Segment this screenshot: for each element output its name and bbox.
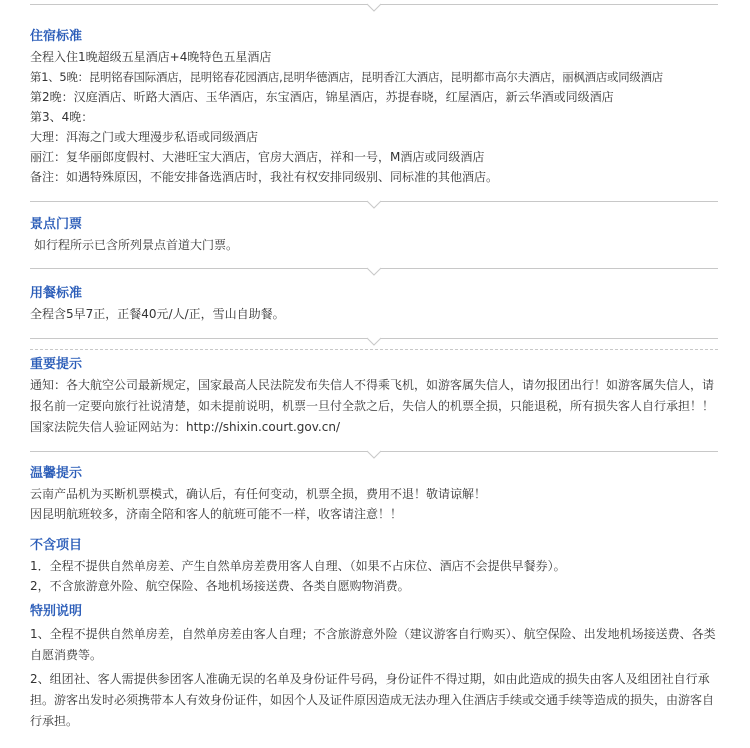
accommodation-line: 大理：洱海之门或大理漫步私语或同级酒店 xyxy=(30,130,259,144)
tickets-text: 如行程所示已含所列景点首道大门票。 xyxy=(34,238,239,252)
special-section xyxy=(30,596,720,732)
accommodation-line: 第2晚：汉庭酒店、昕路大酒店、玉华酒店，东宝酒店，锦星酒店，苏提春晓，红屋酒店，新云华酒或同级酒店 xyxy=(30,90,614,104)
chevron-down-icon xyxy=(366,0,382,12)
section-divider xyxy=(30,0,718,12)
section-divider xyxy=(30,193,718,210)
special-title: 特别说明 xyxy=(30,604,83,619)
special-item: 1、全程不提供自然单房差，自然单房差由客人自理；不含旅游意外险（建议游客自行购买）、航空保险、出发地机场接送费、各类自愿消费等。 xyxy=(30,627,716,662)
section-divider xyxy=(30,330,718,347)
chevron-down-icon xyxy=(366,330,382,346)
tips-line: 因昆明航班较多，济南全陪和客人的航班可能不一样，收客请注意！！ xyxy=(30,507,403,521)
tips-line: 云南产品机为买断机票模式，确认后，有任何变动，机票全损，费用不退！敬请谅解！ xyxy=(30,487,487,501)
important-title: 重要提示 xyxy=(30,357,83,372)
accommodation-note: 备注：如遇特殊原因，不能安排备选酒店时，我社有权安排同级别、同标准的其他酒店。 xyxy=(30,170,499,184)
chevron-down-icon xyxy=(366,193,382,209)
excluded-section xyxy=(30,524,720,596)
accommodation-line: 第3、4晚： xyxy=(30,110,94,124)
chevron-down-icon xyxy=(366,443,382,459)
accommodation-section xyxy=(30,12,720,187)
accommodation-line: 丽江：复华丽郎度假村、大港旺宝大酒店，官房大酒店，祥和一号，M酒店或同级酒店 xyxy=(30,150,485,164)
meals-text: 全程含5早7正，正餐40元/人/正，雪山自助餐。 xyxy=(30,307,285,321)
excluded-line: 2，不含旅游意外险、航空保险、各地机场接送费、各类自愿购物消费。 xyxy=(30,579,410,593)
important-text: 通知：各大航空公司最新规定，国家最高人民法院发布失信人不得乘飞机，如游客属失信人，请勿报团出行！如游客属失信人，请报名前一定要向旅行社说清楚，如未提前说明，机票一旦付全款之后，失信人的机票全损，只能退税，所有损失客人自行承担！！ xyxy=(30,378,715,413)
special-item: 2、组团社、客人需提供参团客人准确无误的名单及身份证件号码，身份证件不得过期，如由此造成的损失由客人及组团社自行承担。游客出发时必须携带本人有效身份证件，如因个人及证件原因造成无法办理入住酒店手续或交通手续等造成的损失，由游客自行承担。 xyxy=(30,672,715,728)
section-divider xyxy=(30,443,718,460)
excluded-title: 不含项目 xyxy=(30,538,83,553)
tickets-section xyxy=(30,210,720,255)
dashed-divider xyxy=(30,347,718,353)
accommodation-line: 第1、5晚：昆明铭春国际酒店，昆明铭春花园酒店,昆明华德酒店，昆明香江大酒店，昆明都市高尔夫酒店，丽枫酒店或同级酒店 xyxy=(30,70,664,84)
excluded-line: 1．全程不提供自然单房差、产生自然单房差费用客人自理、（如果不占床位、酒店不会提供早餐券）。 xyxy=(30,559,566,573)
court-website-line: 国家法院失信人验证网站为：http://shixin.court.gov.cn/ xyxy=(30,420,340,434)
meals-section xyxy=(30,277,720,324)
tickets-title: 景点门票 xyxy=(30,217,83,232)
tips-title: 温馨提示 xyxy=(30,466,83,481)
accommodation-line: 全程入住1晚超级五星酒店+4晚特色五星酒店 xyxy=(30,50,272,64)
section-divider xyxy=(30,260,718,277)
tips-section xyxy=(30,460,720,524)
accommodation-title: 住宿标准 xyxy=(30,29,83,44)
important-section xyxy=(30,353,720,437)
meals-title: 用餐标准 xyxy=(30,286,83,301)
chevron-down-icon xyxy=(366,260,382,276)
